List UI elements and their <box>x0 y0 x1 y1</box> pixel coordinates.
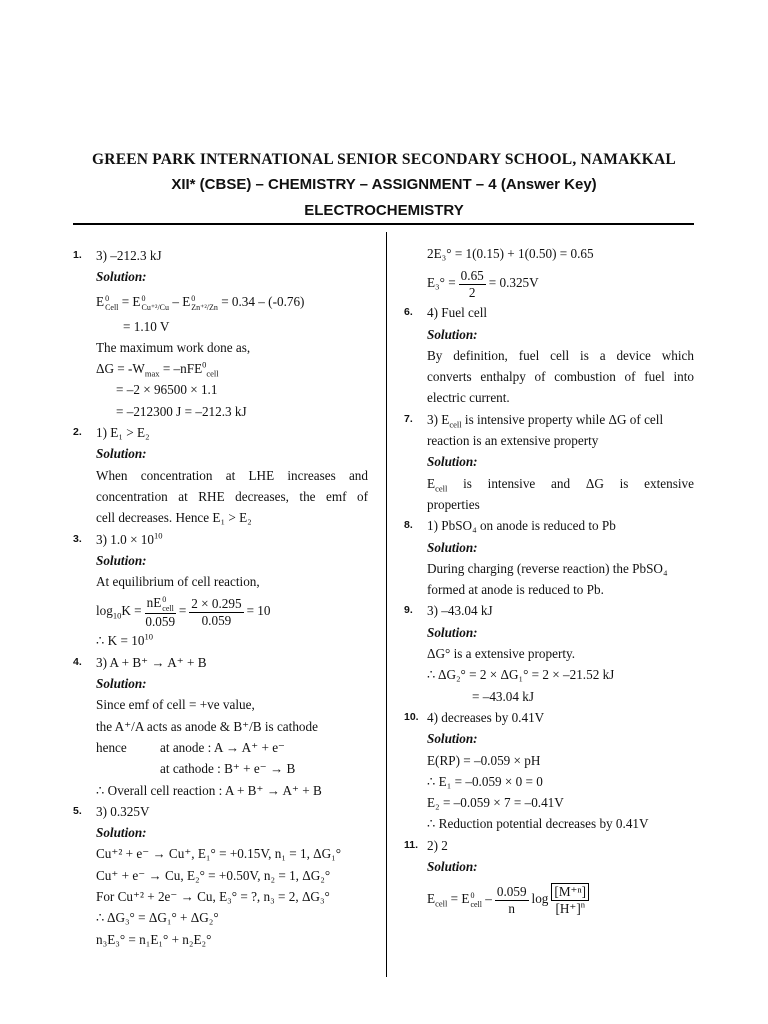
column-divider <box>386 232 387 977</box>
solution-label: Solution: <box>427 731 478 747</box>
answer: 3) –212.3 kJ <box>96 248 162 263</box>
question-number: 4. <box>73 655 82 668</box>
question-number: 5. <box>73 804 82 817</box>
solution-label: Solution: <box>96 825 147 841</box>
answer: 2) 2 <box>427 837 448 853</box>
topic-title: ELECTROCHEMISTRY <box>304 202 464 219</box>
solution-text: n₃E₃° = n₁E₁° + n₂E₂° <box>96 931 212 947</box>
question-2 <box>73 422 368 528</box>
answer: 3) 1.0 × 10 <box>96 531 154 547</box>
question-10 <box>404 707 694 835</box>
solution-text: formed at anode is reduced to Pb. <box>427 582 604 598</box>
question-number: 1. <box>73 249 82 261</box>
question-7: 7. 3) $E_{cell}$ is intensive property while ΔG of cell reaction is an extensive property Solution: $E_{cell}$ is intensive and ΔG is extensive properties <box>404 409 694 515</box>
solution-label: Solution: <box>96 269 147 285</box>
right-column <box>404 243 694 921</box>
solution-label: Solution: <box>427 454 478 470</box>
answer: 3) 0.325V <box>96 803 150 819</box>
answer: 3) E <box>427 411 450 427</box>
solution-text: the A⁺/A acts as anode & B⁺/B is cathode <box>96 718 318 734</box>
dg-equation: $\Delta G = -W_{max} = -nFE^0_{cell}$ <box>96 359 219 379</box>
question-9 <box>404 600 694 706</box>
question-3: 3. 3) $1.0 \times 10^{10}$ Solution: At equilibrium of cell reaction, $\log_{10}K$ = nE 0 cell 0.059 = $\frac{2 \times 0.295}{0.059}$ = 10 ∴ $K = 10^{10}$ <box>73 529 368 652</box>
answer: reaction is an extensive property <box>427 433 599 449</box>
solution-label: Solution: <box>96 676 147 692</box>
solution-label: Solution: <box>427 624 478 640</box>
ecell-value: = 1.10 V <box>123 318 170 334</box>
solution-text: ∴ ΔG₂° = 2 × ΔG₁° = 2 × –21.52 kJ <box>427 667 615 683</box>
answer: 1) PbSO₄ on anode is reduced to Pb <box>427 518 616 534</box>
solution-text: 2E₃° = 1(0.15) + 1(0.50) = 0.65 <box>427 246 594 261</box>
question-8 <box>404 515 694 600</box>
calc-line: = –212300 J = –212.3 kJ <box>116 403 247 419</box>
solution-text: = –43.04 kJ <box>472 688 535 704</box>
solution-text: properties <box>427 496 480 512</box>
solution-text: During charging (reverse reaction) the PbSO₄ <box>427 560 668 576</box>
question-number: 3. <box>73 532 82 545</box>
bracket-fraction: $\frac{\text{[M⁺ⁿ]}}{[H^+]^n}$ <box>551 883 589 917</box>
solution-text: ∴ E₁ = –0.059 × 0 = 0 <box>427 773 543 789</box>
solution-text: converts enthalpy of combustion of fuel into <box>427 369 694 385</box>
answer: 1) E₁ > E₂ <box>96 425 150 441</box>
answer: 3) –43.04 kJ <box>427 603 493 619</box>
solution-label: Solution: <box>96 446 147 462</box>
cathode-reaction: at cathode : B⁺ + e⁻ → B <box>160 761 296 777</box>
calc-line: = –2 × 96500 × 1.1 <box>116 382 218 398</box>
solution-text: E₂ = –0.059 × 7 = –0.41V <box>427 795 564 811</box>
log-k-equation: $\log_{10}K$ = nE 0 cell 0.059 = $\frac{2 \times 0.295}{0.059}$ = 10 <box>96 594 271 629</box>
question-5-continued <box>404 243 694 302</box>
solution-text: Cu⁺² + e⁻ → Cu⁺, E₁° = +0.15V, n₁ = 1, ΔG₁° <box>96 846 342 862</box>
question-1 <box>73 245 368 422</box>
solution-text: By definition, fuel cell is a device which <box>427 347 694 363</box>
header-rule <box>73 223 694 225</box>
e3-equation: E₃° = $\frac{0.65}{2}$ = 0.325V <box>427 267 539 300</box>
solution-text: ∴ ΔG₃° = ΔG₁° + ΔG₂° <box>96 910 219 926</box>
solution-text: ∴ Reduction potential decreases by 0.41V <box>427 816 649 832</box>
solution-label: Solution: <box>427 859 478 875</box>
solution-label: Solution: <box>427 326 478 342</box>
question-11 <box>404 835 694 922</box>
solution-text: The maximum work done as, <box>96 339 251 355</box>
k-result: ∴ $K = 10^{10}$ <box>96 632 153 649</box>
solution-text: For Cu⁺² + 2e⁻ → Cu, E₃° = ?, n₃ = 2, ΔG₃° <box>96 889 330 905</box>
document-header <box>0 148 768 224</box>
solution-text: ΔG° is a extensive property. <box>427 646 576 662</box>
course-title: XII* (CBSE) – CHEMISTRY – ASSIGNMENT – 4 (Answer Key) <box>171 176 597 193</box>
question-number: 2. <box>73 426 82 439</box>
school-name: GREEN PARK INTERNATIONAL SENIOR SECONDARY SCHOOL, NAMAKKAL <box>92 151 676 168</box>
solution-label: Solution: <box>96 552 147 568</box>
anode-reaction: at anode : A → A⁺ + e⁻ <box>160 739 286 755</box>
question-number: 9. <box>404 604 413 617</box>
answer: 4) decreases by 0.41V <box>427 709 545 725</box>
solution-text: electric current. <box>427 390 510 406</box>
answer: 4) Fuel cell <box>427 305 488 321</box>
solution-text: $E_{cell}$ is intensive and ΔG is extensive <box>427 475 694 494</box>
question-number: 11. <box>404 838 419 851</box>
question-number: 10. <box>404 710 419 723</box>
solution-text: concentration at RHE decreases, the emf of <box>96 488 368 504</box>
left-column <box>73 245 368 950</box>
solution-text: Cu⁺ + e⁻ → Cu, E₂° = +0.50V, n₂ = 1, ΔG₂° <box>96 867 331 883</box>
fraction: $\frac{0.65}{2}$ <box>460 267 484 300</box>
solution-text: At equilibrium of cell reaction, <box>96 574 260 590</box>
fraction: nE 0 cell 0.059 <box>145 594 176 629</box>
question-number: 8. <box>404 519 413 532</box>
solution-text: E(RP) = –0.059 × pH <box>427 752 541 768</box>
solution-text: cell decreases. Hence E₁ > E₂ <box>96 510 252 526</box>
answer: 3) A + B⁺ → A⁺ + B <box>96 654 207 670</box>
question-4: 4. 3) A + B⁺ → A⁺ + B Solution: Since emf of cell = +ve value, the A⁺/A acts as anode & B⁺/B is cathode hence at anode : A → A⁺ + e⁻ at cathode : B⁺ + e⁻ → B ∴ Overall cell reaction : A + B⁺ → A⁺ + B <box>73 652 368 801</box>
nernst-equation: $E_{cell} = E$ 0 cell – $\frac{0.059}{n}$ log $\frac{\text{[M⁺ⁿ]}}{[H^+]^n}$ <box>404 877 694 921</box>
question-number: 7. <box>404 412 413 425</box>
ecell-equation: E 0 Cell = E 0 Cu⁺²/Cu – E 0 Zn⁺²/Zn = 0.34 – (-0.76) <box>96 293 305 312</box>
question-5 <box>73 801 368 950</box>
solution-text: When concentration at LHE increases and <box>96 467 368 483</box>
fraction: $\frac{0.059}{n}$ <box>496 883 527 916</box>
solution-text: Since emf of cell = +ve value, <box>96 697 255 713</box>
question-number: 6. <box>404 306 413 319</box>
fraction: $\frac{2 \times 0.295}{0.059}$ <box>191 595 242 628</box>
overall-reaction: ∴ Overall cell reaction : A + B⁺ → A⁺ + B <box>96 782 322 798</box>
solution-label: Solution: <box>427 539 478 555</box>
question-6 <box>404 302 694 408</box>
